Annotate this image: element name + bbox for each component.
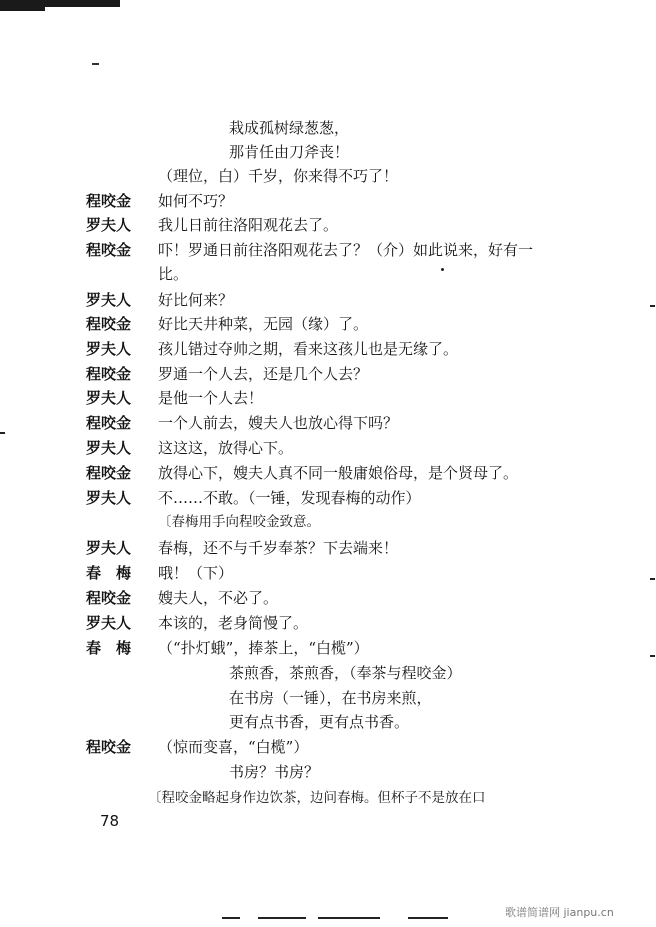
speaker-name: 罗夫人	[86, 216, 132, 234]
scan-edge-mark	[0, 0, 45, 11]
speaker-name: 程咬金	[86, 241, 132, 259]
dialogue-text: 我儿日前往洛阳观花去了。	[158, 216, 339, 234]
dialogue-text: 比。	[158, 265, 189, 283]
speaker-name: 罗夫人	[86, 291, 132, 309]
speaker-name: 罗夫人	[86, 489, 132, 507]
scan-edge-mark	[0, 432, 5, 434]
verse-text: 栽成孤树绿葱葱，	[229, 119, 350, 137]
verse-text: 更有点书香，更有点书香。	[229, 713, 410, 731]
speaker-name: 程咬金	[86, 738, 132, 756]
speaker-name: 罗夫人	[86, 439, 132, 457]
dialogue-text: 孩儿错过夺帅之期，看来这孩儿也是无缘了。	[158, 340, 459, 358]
scan-edge-mark	[650, 305, 655, 307]
speaker-name: 程咬金	[86, 365, 132, 383]
stage-direction: 〔程咬金略起身作边饮茶，边问春梅。但杯子不是放在口	[148, 790, 486, 806]
speaker-name: 春梅	[86, 639, 147, 657]
scan-dash-mark	[408, 917, 448, 919]
scan-dash-mark	[92, 63, 99, 65]
dialogue-text: 罗通一个人去，还是几个人去？	[158, 365, 369, 383]
dialogue-text: 如何不巧？	[158, 192, 234, 210]
verse-text: 茶煎香，茶煎香，（奉茶与程咬金）	[229, 664, 462, 682]
speaker-name: 罗夫人	[86, 340, 132, 358]
speaker-name: 程咬金	[86, 464, 132, 482]
dialogue-text: 哦！（下）	[158, 564, 234, 582]
scan-dash-mark	[258, 917, 306, 919]
dialogue-text: 嫂夫人，不必了。	[158, 589, 279, 607]
dialogue-text: 吓！罗通日前往洛阳观花去了？（介）如此说来，好有一	[158, 241, 534, 259]
speaker-name: 罗夫人	[86, 614, 132, 632]
dialogue-text: 放得心下，嫂夫人真不同一般庸娘俗母，是个贤母了。	[158, 464, 519, 482]
dialogue-text: （惊而变喜，“白榄”）	[158, 738, 309, 756]
dialogue-text: 好比天井种菜，无园（缘）了。	[158, 315, 369, 333]
verse-text: 那肯任由刀斧丧！	[229, 143, 350, 161]
speaker-name: 程咬金	[86, 192, 132, 210]
dialogue-text: 不……不敢。（一锤，发现春梅的动作）	[158, 489, 421, 507]
scan-dash-mark	[318, 917, 380, 919]
verse-text: 书房？书房？	[229, 763, 320, 781]
dialogue-text: （“扑灯蛾”，捧茶上，“白榄”）	[158, 639, 369, 657]
stage-direction: （理位，白）千岁，你来得不巧了！	[158, 167, 399, 185]
scan-edge-mark	[650, 655, 655, 657]
speaker-name: 春梅	[86, 564, 147, 582]
dialogue-text: 这这这，放得心下。	[158, 439, 294, 457]
dialogue-text: 春梅，还不与千岁奉茶？下去端来！	[158, 539, 399, 557]
verse-text: 在书房（一锤），在书房来煎，	[229, 689, 432, 707]
speaker-name: 程咬金	[86, 315, 132, 333]
page-number: 78	[100, 812, 120, 830]
speaker-name: 程咬金	[86, 414, 132, 432]
scan-edge-mark	[650, 578, 655, 580]
dialogue-text: 本该的，老身简慢了。	[158, 614, 309, 632]
watermark: 歌谱简谱网 jianpu.cn	[505, 906, 614, 919]
speaker-name: 罗夫人	[86, 539, 132, 557]
stage-direction: 〔春梅用手向程咬金致意。	[158, 514, 320, 530]
dialogue-text: 一个人前去，嫂夫人也放心得下吗？	[158, 414, 399, 432]
scan-dash-mark	[222, 917, 240, 919]
dialogue-text: 好比何来？	[158, 291, 234, 309]
speaker-name: 程咬金	[86, 589, 132, 607]
scan-speck	[441, 268, 444, 271]
speaker-name: 罗夫人	[86, 389, 132, 407]
dialogue-text: 是他一个人去！	[158, 389, 264, 407]
